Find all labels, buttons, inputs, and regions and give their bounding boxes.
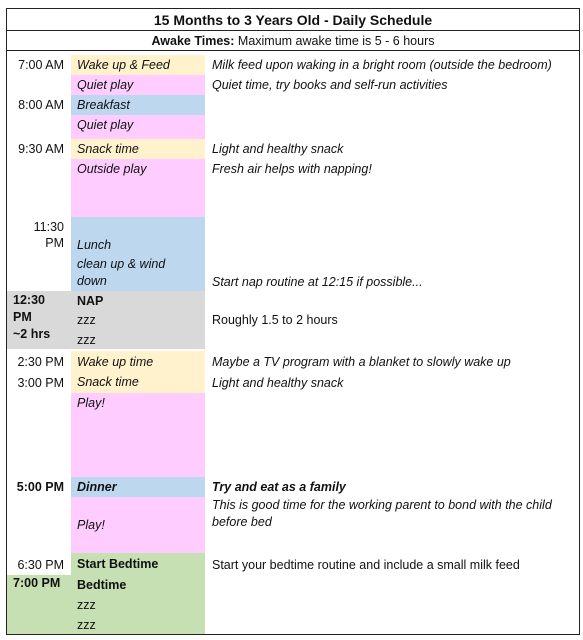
activity-cell: Snack time — [71, 139, 205, 159]
note-text: before bed — [212, 515, 272, 529]
note-cell: Light and healthy snack — [212, 376, 344, 390]
activity-cell: Dinner — [71, 477, 205, 497]
lunch-block — [71, 217, 205, 291]
zzz-text: zzz — [77, 333, 96, 347]
activity-text: Wake up time — [77, 355, 154, 369]
schedule-sheet — [6, 8, 580, 635]
time-text: PM — [13, 310, 32, 324]
time-text: 11:30 — [33, 220, 64, 234]
time-cell: 6:30 PM — [17, 558, 64, 572]
activity-cell: Quiet play — [71, 75, 205, 95]
activity-block — [71, 159, 205, 217]
time-cell — [13, 292, 69, 343]
activity-text: Snack time — [77, 375, 139, 389]
note-cell — [206, 497, 578, 531]
activity-text: clean up & wind — [77, 257, 166, 271]
zzz-text: zzz — [77, 598, 96, 612]
activity-cell: Wake up & Feed — [71, 55, 205, 75]
time-cell: 7:00 AM — [18, 58, 64, 72]
page-title: 15 Months to 3 Years Old - Daily Schedule — [7, 9, 579, 31]
activity-text: Outside play — [77, 162, 147, 176]
activity-text: Play! — [77, 396, 105, 410]
time-cell: 2:30 PM — [17, 355, 64, 369]
note-cell: Try and eat as a family — [212, 480, 346, 494]
time-cell — [7, 219, 70, 251]
zzz-text: zzz — [77, 313, 96, 327]
time-cell: 7:00 PM — [13, 576, 61, 590]
note-cell: Milk feed upon waking in a bright room (outside the bedroom) — [212, 58, 552, 72]
awake-times-label: Awake Times: — [151, 34, 235, 48]
time-text: ~2 hrs — [13, 327, 51, 341]
activity-block — [71, 497, 205, 553]
awake-times-text: Maximum awake time is 5 - 6 hours — [237, 34, 435, 48]
activity-cell: NAP — [77, 294, 104, 308]
note-cell: Maybe a TV program with a blanket to slowly wake up — [212, 355, 511, 369]
activity-cell: Breakfast — [71, 95, 205, 115]
awake-times-row — [7, 31, 579, 51]
activity-cell: Bedtime — [77, 578, 127, 592]
note-cell: Start nap routine at 12:15 if possible... — [212, 275, 423, 289]
zzz-text: zzz — [77, 618, 96, 632]
activity-block — [71, 393, 205, 477]
note-cell: Roughly 1.5 to 2 hours — [212, 313, 338, 327]
time-cell: 9:30 AM — [18, 142, 64, 156]
activity-text: Lunch — [77, 238, 112, 252]
time-cell: 3:00 PM — [17, 376, 64, 390]
note-text: This is good time for the working parent to bond with the child — [212, 498, 552, 512]
activity-cell: Start Bedtime — [71, 553, 205, 575]
activity-cell: Quiet play — [71, 115, 205, 135]
activity-block — [71, 351, 205, 393]
note-cell: Start your bedtime routine and include a small milk feed — [212, 558, 520, 572]
time-cell: 5:00 PM — [16, 480, 64, 494]
note-cell: Quiet time, try books and self-run activities — [212, 78, 448, 92]
note-cell: Fresh air helps with napping! — [212, 162, 372, 176]
note-cell: Light and healthy snack — [212, 142, 344, 156]
time-text: PM — [45, 236, 64, 250]
activity-text: Play! — [77, 518, 105, 532]
time-cell: 8:00 AM — [18, 98, 64, 112]
activity-text: down — [77, 274, 107, 288]
time-text: 12:30 — [13, 293, 45, 307]
